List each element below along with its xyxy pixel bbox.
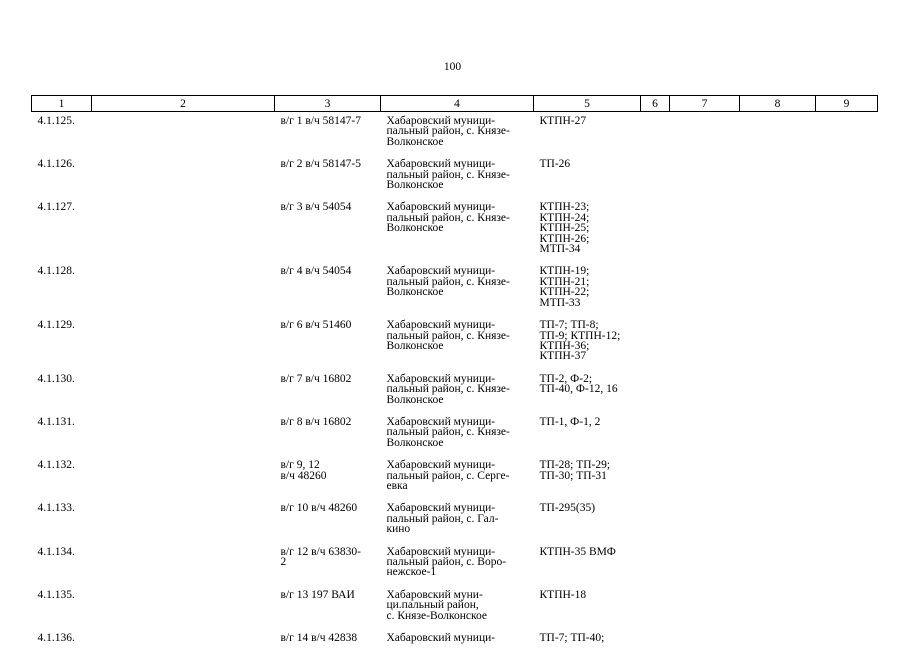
objects-cell: КТПН-19; КТПН-21; КТПН-22; МТП-33: [534, 259, 641, 313]
column-8-cell: [740, 496, 816, 539]
objects-cell: ТП-26: [534, 152, 641, 195]
column-6-cell: [641, 152, 670, 195]
column-6-cell: [641, 626, 670, 648]
column-6-cell: [641, 313, 670, 367]
column-9-cell: [816, 583, 878, 626]
column-7-cell: [670, 410, 740, 453]
military-unit-cell: в/г 8 в/ч 16802: [275, 410, 381, 453]
column-8-cell: [740, 410, 816, 453]
table-row: [32, 540, 878, 583]
column-2-cell: [92, 313, 275, 367]
military-unit-cell: в/г 12 в/ч 63830- 2: [275, 540, 381, 583]
military-unit-cell: в/г 6 в/ч 51460: [275, 313, 381, 367]
column-9-cell: [816, 195, 878, 259]
objects-cell: ТП-7; ТП-40;: [534, 626, 641, 648]
objects-cell: ТП-1, Ф-1, 2: [534, 410, 641, 453]
column-8-cell: [740, 259, 816, 313]
column-9-cell: [816, 453, 878, 496]
page-number: 100: [0, 61, 905, 73]
column-6-cell: [641, 453, 670, 496]
column-2-cell: [92, 496, 275, 539]
row-number-cell: 4.1.130.: [32, 367, 92, 410]
column-9-cell: [816, 626, 878, 648]
location-cell: Хабаровский муници- пальный район, с. Князе- Волконское: [381, 195, 534, 259]
location-cell: Хабаровский муници- пальный район, с. Серге- евка: [381, 453, 534, 496]
column-6-cell: [641, 496, 670, 539]
column-7-cell: [670, 540, 740, 583]
column-7-cell: [670, 152, 740, 195]
column-2-cell: [92, 410, 275, 453]
objects-cell: ТП-2, Ф-2; ТП-40, Ф-12, 16: [534, 367, 641, 410]
row-number-cell: 4.1.127.: [32, 195, 92, 259]
column-6-cell: [641, 540, 670, 583]
column-7-cell: [670, 259, 740, 313]
objects-cell: ТП-7; ТП-8; ТП-9; КТПН-12; КТПН-36; КТПН-37: [534, 313, 641, 367]
location-cell: Хабаровский муници- пальный район, с. Князе- Волконское: [381, 313, 534, 367]
column-2-cell: [92, 453, 275, 496]
column-9-cell: [816, 152, 878, 195]
table-row: [32, 195, 878, 259]
table-row: [32, 496, 878, 539]
column-6-cell: [641, 367, 670, 410]
column-2-cell: [92, 540, 275, 583]
row-number-cell: 4.1.132.: [32, 453, 92, 496]
location-cell: Хабаровский муници- пальный район, с. Князе- Волконское: [381, 112, 534, 153]
table-row: [32, 453, 878, 496]
military-unit-cell: в/г 4 в/ч 54054: [275, 259, 381, 313]
row-number-cell: 4.1.131.: [32, 410, 92, 453]
column-8-cell: [740, 453, 816, 496]
column-header-4: 4: [381, 96, 534, 112]
location-cell: Хабаровский муници- пальный район, с. Князе- Волконское: [381, 152, 534, 195]
column-6-cell: [641, 195, 670, 259]
location-cell: Хабаровский муници- пальный район, с. Князе- Волконское: [381, 410, 534, 453]
military-unit-cell: в/г 9, 12 в/ч 48260: [275, 453, 381, 496]
row-number-cell: 4.1.133.: [32, 496, 92, 539]
column-8-cell: [740, 195, 816, 259]
location-cell: Хабаровский муници- пальный район, с. Воро- нежское-1: [381, 540, 534, 583]
column-header-6: 6: [641, 96, 670, 112]
column-7-cell: [670, 367, 740, 410]
row-number-cell: 4.1.136.: [32, 626, 92, 648]
column-2-cell: [92, 259, 275, 313]
table-row: [32, 626, 878, 648]
location-cell: Хабаровский муни- ци.пальный район, с. Князе-Волконское: [381, 583, 534, 626]
column-header-8: 8: [740, 96, 816, 112]
military-unit-cell: в/г 2 в/ч 58147-5: [275, 152, 381, 195]
table-row: [32, 259, 878, 313]
row-number-cell: 4.1.125.: [32, 112, 92, 153]
column-9-cell: [816, 496, 878, 539]
column-2-cell: [92, 152, 275, 195]
column-9-cell: [816, 540, 878, 583]
column-8-cell: [740, 112, 816, 153]
military-unit-cell: в/г 10 в/ч 48260: [275, 496, 381, 539]
military-unit-cell: в/г 13 197 ВАИ: [275, 583, 381, 626]
column-6-cell: [641, 112, 670, 153]
objects-cell: ТП-28; ТП-29; ТП-30; ТП-31: [534, 453, 641, 496]
column-6-cell: [641, 259, 670, 313]
column-7-cell: [670, 496, 740, 539]
objects-cell: ТП-295(35): [534, 496, 641, 539]
column-8-cell: [740, 367, 816, 410]
location-cell: Хабаровский муници- пальный район, с. Князе- Волконское: [381, 259, 534, 313]
column-7-cell: [670, 112, 740, 153]
row-number-cell: 4.1.129.: [32, 313, 92, 367]
column-2-cell: [92, 195, 275, 259]
column-8-cell: [740, 626, 816, 648]
objects-cell: КТПН-18: [534, 583, 641, 626]
column-8-cell: [740, 152, 816, 195]
table-row: [32, 112, 878, 153]
objects-cell: КТПН-23; КТПН-24; КТПН-25; КТПН-26; МТП-34: [534, 195, 641, 259]
document-table: [31, 95, 878, 648]
column-8-cell: [740, 540, 816, 583]
column-2-cell: [92, 583, 275, 626]
header-row: [32, 96, 878, 112]
row-number-cell: 4.1.126.: [32, 152, 92, 195]
military-unit-cell: в/г 1 в/ч 58147-7: [275, 112, 381, 153]
military-unit-cell: в/г 14 в/ч 42838: [275, 626, 381, 648]
column-9-cell: [816, 259, 878, 313]
column-7-cell: [670, 313, 740, 367]
column-header-9: 9: [816, 96, 878, 112]
row-number-cell: 4.1.135.: [32, 583, 92, 626]
row-number-cell: 4.1.128.: [32, 259, 92, 313]
table-body: [32, 112, 878, 648]
military-unit-cell: в/г 3 в/ч 54054: [275, 195, 381, 259]
location-cell: Хабаровский муници- пальный район, с. Князе- Волконское: [381, 367, 534, 410]
table-row: [32, 583, 878, 626]
objects-cell: КТПН-27: [534, 112, 641, 153]
column-header-3: 3: [275, 96, 381, 112]
table-row: [32, 410, 878, 453]
column-2-cell: [92, 626, 275, 648]
column-8-cell: [740, 313, 816, 367]
column-9-cell: [816, 410, 878, 453]
column-6-cell: [641, 583, 670, 626]
column-header-7: 7: [670, 96, 740, 112]
table-row: [32, 313, 878, 367]
column-9-cell: [816, 367, 878, 410]
column-2-cell: [92, 112, 275, 153]
column-8-cell: [740, 583, 816, 626]
column-header-5: 5: [534, 96, 641, 112]
table-row: [32, 367, 878, 410]
column-9-cell: [816, 313, 878, 367]
location-cell: Хабаровский муници- пальный район, с. Гал- кино: [381, 496, 534, 539]
column-header-1: 1: [32, 96, 92, 112]
location-cell: Хабаровский муници-: [381, 626, 534, 648]
column-header-2: 2: [92, 96, 275, 112]
column-7-cell: [670, 626, 740, 648]
objects-cell: КТПН-35 ВМФ: [534, 540, 641, 583]
column-2-cell: [92, 367, 275, 410]
military-unit-cell: в/г 7 в/ч 16802: [275, 367, 381, 410]
column-7-cell: [670, 583, 740, 626]
table-row: [32, 152, 878, 195]
column-9-cell: [816, 112, 878, 153]
column-7-cell: [670, 453, 740, 496]
column-6-cell: [641, 410, 670, 453]
column-7-cell: [670, 195, 740, 259]
row-number-cell: 4.1.134.: [32, 540, 92, 583]
